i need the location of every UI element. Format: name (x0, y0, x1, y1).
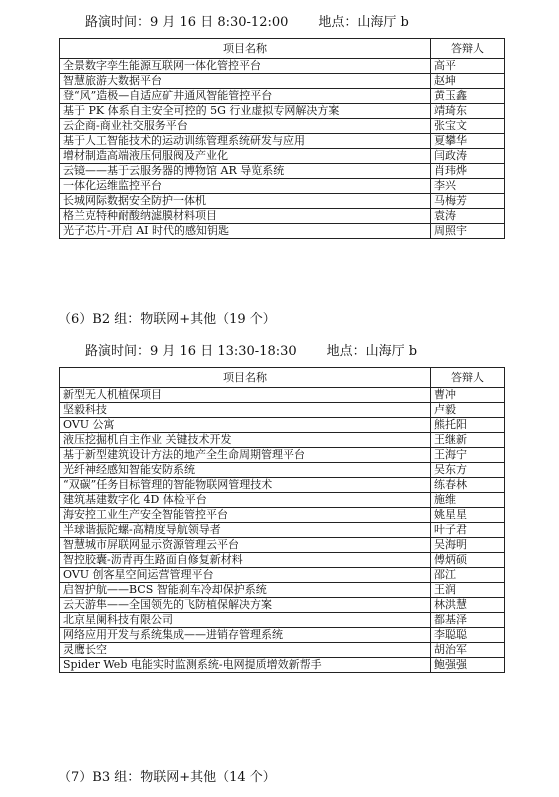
presenter-cell: 姚星星 (431, 508, 505, 523)
presenter-cell: 肖玮烨 (431, 164, 505, 179)
table-row (60, 149, 505, 164)
presenter-cell: 王海宁 (431, 448, 505, 463)
presenter-cell: 鲍强强 (431, 658, 505, 673)
presenter-cell: 曹冲 (431, 388, 505, 403)
presenter-cell: 靖琦东 (431, 104, 505, 119)
presenter-cell: 王润 (431, 583, 505, 598)
table-row (60, 463, 505, 478)
presenter-cell: 马梅芳 (431, 194, 505, 209)
section6-heading: （6）B2 组：物联网+其他（19 个） (58, 312, 276, 327)
table-row (60, 74, 505, 89)
table-row (60, 553, 505, 568)
project-name-cell: 登“风”造极—自适应矿井通风智能管控平台 (60, 89, 431, 104)
session2-info (85, 340, 417, 359)
project-name-cell: 启智护航——BCS 智能刹车冷却保护系统 (60, 583, 431, 598)
table-row (60, 493, 505, 508)
column-header-presenter: 答辩人 (431, 39, 505, 59)
project-name-cell: 智慧城市屏联网显示资源管理云平台 (60, 538, 431, 553)
presenter-cell: 邵江 (431, 568, 505, 583)
project-name-cell: 海安控工业生产安全智能管控平台 (60, 508, 431, 523)
presenter-cell: 卢毅 (431, 403, 505, 418)
project-name-cell: 北京星阑科技有限公司 (60, 613, 431, 628)
project-name-cell: 新型无人机植保项目 (60, 388, 431, 403)
project-name-cell: OVU 公寓 (60, 418, 431, 433)
presenter-cell: 吴海明 (431, 538, 505, 553)
table-row (60, 209, 505, 224)
table-row (60, 643, 505, 658)
project-name-cell: 光子芯片-开启 AI 时代的感知钥匙 (60, 224, 431, 239)
project-name-cell: 基于新型建筑设计方法的地产全生命周期管理平台 (60, 448, 431, 463)
column-header-name: 项目名称 (60, 368, 431, 388)
project-name-cell: 智慧旅游大数据平台 (60, 74, 431, 89)
session2-place: 地点：山海厅 b (326, 344, 418, 359)
project-name-cell: 网络应用开发与系统集成——进销存管理系统 (60, 628, 431, 643)
presenter-cell: 闫政涛 (431, 149, 505, 164)
presenter-cell: 高平 (431, 59, 505, 74)
session1-info (85, 11, 409, 30)
column-header-presenter: 答辩人 (431, 368, 505, 388)
table-row (60, 508, 505, 523)
table-row (60, 119, 505, 134)
project-name-cell: 光纤神经感知智能安防系统 (60, 463, 431, 478)
session1-table (59, 38, 505, 239)
project-name-cell: 长城网际数据安全防护一体机 (60, 194, 431, 209)
project-name-cell: OVU 创客星空间运营管理平台 (60, 568, 431, 583)
project-name-cell: 云企商-商业社交服务平台 (60, 119, 431, 134)
table-row (60, 448, 505, 463)
table-row (60, 433, 505, 448)
presenter-cell: 王继新 (431, 433, 505, 448)
project-name-cell: 全景数字孪生能源互联网一体化管控平台 (60, 59, 431, 74)
presenter-cell: 林洪慧 (431, 598, 505, 613)
column-header-name: 项目名称 (60, 39, 431, 59)
table-row (60, 418, 505, 433)
table-row (60, 628, 505, 643)
presenter-cell: 赵坤 (431, 74, 505, 89)
project-name-cell: 云镜——基于云服务器的博物馆 AR 导览系统 (60, 164, 431, 179)
session2-time: 路演时间：9 月 16 日 13:30-18:30 (85, 344, 297, 359)
table-row (60, 658, 505, 673)
presenter-cell: 张宝文 (431, 119, 505, 134)
table-row (60, 104, 505, 119)
presenter-cell: 练春林 (431, 478, 505, 493)
presenter-cell: 黄玉鑫 (431, 89, 505, 104)
presenter-cell: 施维 (431, 493, 505, 508)
table-header-row (60, 368, 505, 388)
session1-place: 地点：山海厅 b (318, 15, 409, 30)
presenter-cell: 都基泽 (431, 613, 505, 628)
presenter-cell: 熊托阳 (431, 418, 505, 433)
project-name-cell: 云天游隼——全国领先的飞防植保解决方案 (60, 598, 431, 613)
presenter-cell: 李兴 (431, 179, 505, 194)
presenter-cell: 叶子君 (431, 523, 505, 538)
table-row (60, 583, 505, 598)
table-row (60, 89, 505, 104)
table-row (60, 538, 505, 553)
section7-heading: （7）B3 组：物联网+其他（14 个） (58, 770, 276, 785)
session1-time: 路演时间：9 月 16 日 8:30-12:00 (85, 15, 289, 30)
table-row (60, 134, 505, 149)
table-row (60, 194, 505, 209)
table-row (60, 59, 505, 74)
session2-table (59, 367, 505, 673)
table-row (60, 598, 505, 613)
project-name-cell: Spider Web 电能实时监测系统-电网提质增效新帮手 (60, 658, 431, 673)
table-row (60, 179, 505, 194)
project-name-cell: 一体化运维监控平台 (60, 179, 431, 194)
presenter-cell: 胡治军 (431, 643, 505, 658)
table-row (60, 523, 505, 538)
project-name-cell: 增材制造高端液压伺服阀及产业化 (60, 149, 431, 164)
project-name-cell: 坚毅科技 (60, 403, 431, 418)
presenter-cell: 李聪聪 (431, 628, 505, 643)
table-row (60, 164, 505, 179)
table-row (60, 403, 505, 418)
table-row (60, 613, 505, 628)
project-name-cell: “双碳”任务目标管理的智能物联网管理技术 (60, 478, 431, 493)
project-name-cell: 基于 PK 体系自主安全可控的 5G 行业虚拟专网解决方案 (60, 104, 431, 119)
presenter-cell: 吴东方 (431, 463, 505, 478)
project-name-cell: 半球谐振陀螺-高精度导航领导者 (60, 523, 431, 538)
project-name-cell: 灵鹰长空 (60, 643, 431, 658)
presenter-cell: 夏攀华 (431, 134, 505, 149)
table-row (60, 388, 505, 403)
table-row (60, 568, 505, 583)
presenter-cell: 傅炳硕 (431, 553, 505, 568)
project-name-cell: 格兰克特种耐酸纳滤膜材料项目 (60, 209, 431, 224)
presenter-cell: 周照宇 (431, 224, 505, 239)
project-name-cell: 智控胶囊-沥青再生路面自修复新材料 (60, 553, 431, 568)
presenter-cell: 袁涛 (431, 209, 505, 224)
table-header-row (60, 39, 505, 59)
table-row (60, 224, 505, 239)
project-name-cell: 基于人工智能技术的运动训练管理系统研发与应用 (60, 134, 431, 149)
table-row (60, 478, 505, 493)
project-name-cell: 液压挖掘机自主作业 关键技术开发 (60, 433, 431, 448)
project-name-cell: 建筑基建数字化 4D 体检平台 (60, 493, 431, 508)
